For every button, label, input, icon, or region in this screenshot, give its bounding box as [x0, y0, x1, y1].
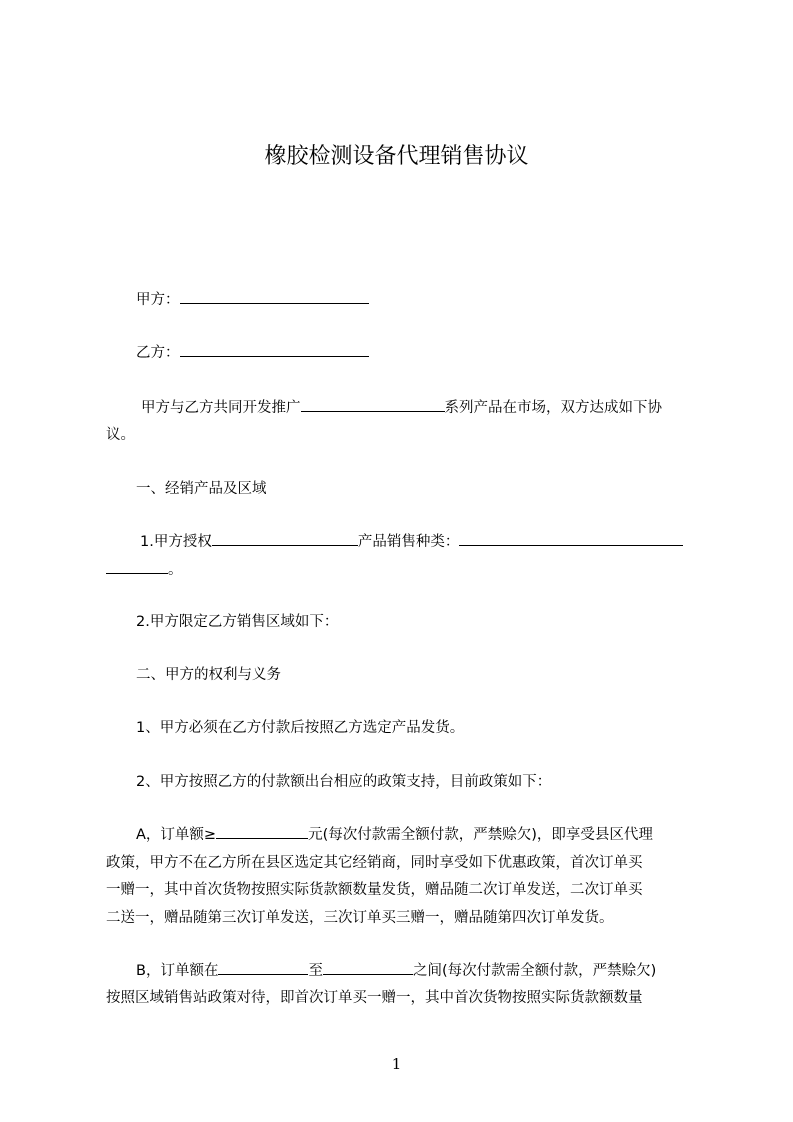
clause-b-text-b: 至: [308, 963, 323, 979]
clause-b-line-1: [136, 960, 656, 982]
party-a-line: [136, 289, 369, 311]
authorized-area-blank: [212, 531, 358, 546]
clause-a-amount-blank: [216, 824, 308, 839]
clause-b-text-c: 之间(每次付款需全额付款，严禁赊欠): [412, 963, 657, 979]
item-2-2: 2、甲方按照乙方的付款额出台相应的政策支持，目前政策如下：: [136, 774, 552, 790]
intro-line-1: [141, 397, 662, 419]
item-1-1-line-2: [106, 559, 183, 581]
clause-a-text-b: 元(每次付款需全额付款，严禁赊欠)，即享受县区代理: [308, 827, 653, 843]
intro-text-3: 议。: [106, 427, 135, 443]
clause-b-text-a: B，订单额在: [136, 963, 219, 979]
section-1-heading: 一、经销产品及区域: [136, 481, 267, 497]
party-b-line: [136, 342, 369, 364]
clause-a-line-3: 一赠一，其中首次货物按照实际货款额数量发货，赠品随二次订单发送，二次订单买: [106, 882, 643, 898]
item-1-1-text-b: 产品销售种类：: [357, 534, 460, 550]
clause-a-line-1: [136, 824, 653, 846]
product-types-blank-continued: [106, 559, 168, 574]
item-1-1-end: 。: [168, 562, 183, 578]
section-2-heading: 二、甲方的权利与义务: [136, 667, 281, 683]
item-1-1-line: [140, 531, 683, 553]
clause-a-text-a: A，订单额≥: [136, 827, 217, 843]
product-series-blank: [301, 397, 445, 412]
party-b-blank: [180, 342, 369, 357]
party-b-label: 乙方：: [136, 345, 180, 361]
product-types-blank: [459, 531, 683, 546]
party-a-label: 甲方：: [136, 292, 180, 308]
item-2-1: 1、甲方必须在乙方付款后按照乙方选定产品发货。: [136, 720, 465, 736]
intro-line-2: [106, 424, 135, 446]
clause-a-line-2: 政策，甲方不在乙方所在县区选定其它经销商，同时享受如下优惠政策，首次订单买: [106, 855, 643, 871]
clause-b-line-2: 按照区域销售站政策对待，即首次订单买一赠一，其中首次货物按照实际货款额数量: [106, 990, 643, 1006]
item-1-1-text-a: 1.甲方授权: [140, 534, 212, 550]
clause-a-line-4: 二送一，赠品随第三次订单发送，三次订单买三赠一，赠品随第四次订单发货。: [106, 910, 614, 926]
clause-b-min-blank: [218, 960, 308, 975]
party-a-blank: [180, 289, 369, 304]
intro-text-2: 系列产品在市场，双方达成如下协: [444, 400, 662, 416]
page-number: 1: [391, 1055, 402, 1073]
clause-b-max-blank: [323, 960, 413, 975]
intro-text-1: 甲方与乙方共同开发推广: [141, 400, 301, 416]
item-1-2: 2.甲方限定乙方销售区域如下：: [136, 614, 339, 630]
document-title: 橡胶检测设备代理销售协议: [264, 144, 529, 169]
